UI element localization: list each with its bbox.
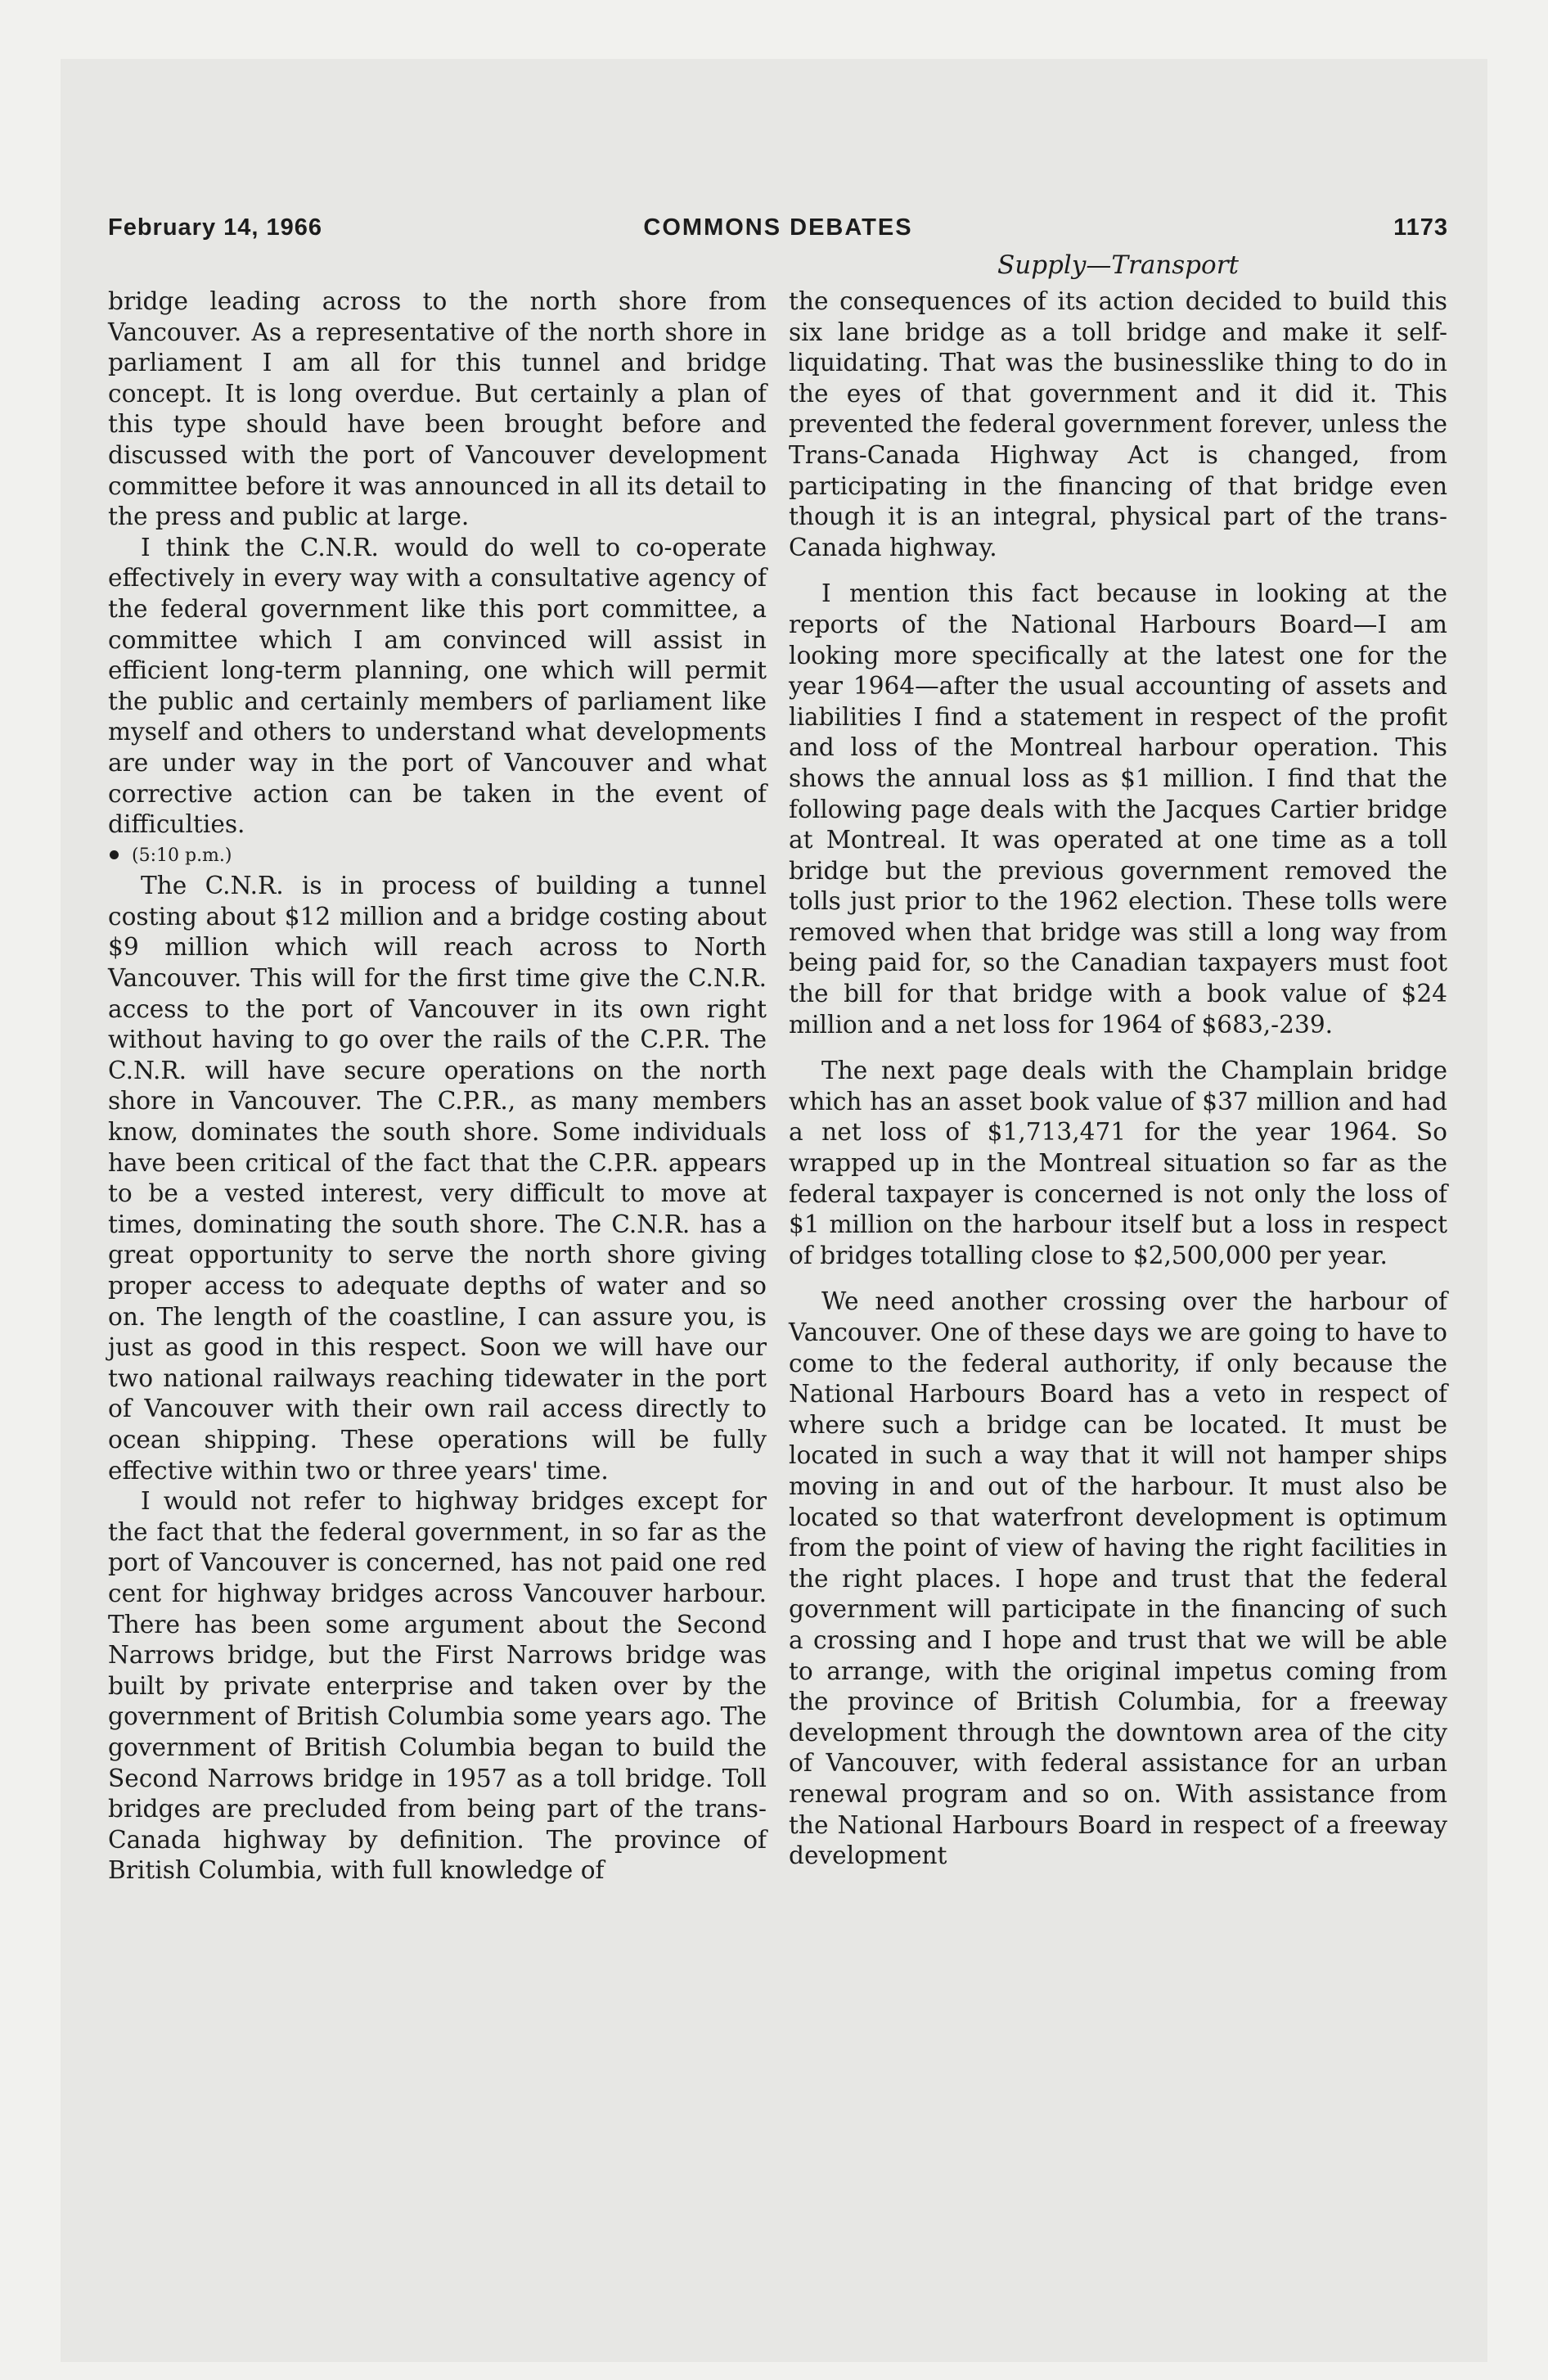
header-date: February 14, 1966: [108, 214, 323, 241]
page-header: [108, 214, 1448, 255]
left-column: [108, 286, 767, 1886]
paragraph: I mention this fact because in looking at the reports of the National Harbours Board—I am looking more specifically at the latest one for the year 1964—after the usual accounting of assets and liabilities I find a statement in respect of the profit and loss of the Montreal harbour operation. This shows the annual loss as $1 million. I find that the following page deals with the Jacques Cartier bridge at Montreal. It was operated at one time as a toll bridge but the previous government removed the tolls just prior to the 1962 election. These tolls were removed when that bridge was still a long way from being paid for, so the Canadian taxpayers must foot the bill for that bridge with a book value of $24 million and a net loss for 1964 of $683,-239.: [789, 579, 1447, 1039]
header-title: COMMONS DEBATES: [643, 214, 913, 241]
section-subject: Supply—Transport: [997, 250, 1239, 280]
time-marker-text: (5:10 p.m.): [132, 845, 232, 866]
paragraph: We need another crossing over the harbour of Vancouver. One of these days we are going to have to come to the federal authority, if only because the National Harbours Board has a veto in respect of where such a bridge can be located. It must be located in such a way that it will not hamper ships moving in and out of the harbour. It must also be located so that waterfront development is optimum from the point of view of having the right facilities in the right places. I hope and trust that the federal government will participate in the financing of such a crossing and I hope and trust that we will be able to arrange, with the original impetus coming from the province of British Columbia, for a freeway development through the downtown area of the city of Vancouver, with federal assistance for an urban renewal program and so on. With assistance from the National Harbours Board in respect of a freeway development: [789, 1287, 1447, 1870]
bullet-icon: [110, 850, 119, 859]
right-column: [789, 286, 1447, 1872]
paragraph: I think the C.N.R. would do well to co-operate effectively in every way with a consultative agency of the federal government like this port committee, a committee which I am convinced will assist in efficient long-term planning, one which will permit the public and certainly members of parliament like myself and others to understand what developments are under way in the port of Vancouver and what corrective action can be taken in the event of difficulties.: [108, 533, 767, 839]
paragraph: the consequences of its action decided to build this six lane bridge as a toll bridge and make it self-liquidating. That was the businesslike thing to do in the eyes of that government and it did it. This prevented the federal government forever, unless the Trans-Canada Highway Act is changed, from participating in the financing of that bridge even though it is an integral, physical part of the trans-Canada highway.: [789, 287, 1447, 561]
time-marker: [108, 841, 767, 872]
header-page-number: 1173: [1393, 214, 1448, 241]
paragraph: The C.N.R. is in process of building a tunnel costing about $12 million and a bridge costing about $9 million which will reach across to North Vancouver. This will for the first time give the C.N.R. access to the port of Vancouver in its own right without having to go over the rails of the C.P.R. The C.N.R. will have secure operations on the north shore in Vancouver. The C.P.R., as many members know, dominates the south shore. Some individuals have been critical of the fact that the C.P.R. appears to be a vested interest, very difficult to move at times, dominating the south shore. The C.N.R. has a great opportunity to serve the north shore giving proper access to adequate depths of water and so on. The length of the coastline, I can assure you, is just as good in this respect. Soon we will have our two national railways reaching tidewater in the port of Vancouver with their own rail access directly to ocean shipping. These operations will be fully effective within two or three years' time.: [108, 872, 767, 1485]
paragraph: bridge leading across to the north shore from Vancouver. As a representative of the north shore in parliament I am all for this tunnel and bridge concept. It is long overdue. But certainly a plan of this type should have been brought before and discussed with the port of Vancouver development committee before it was announced in all its detail to the press and public at large.: [108, 287, 767, 531]
paragraph: The next page deals with the Champlain bridge which has an asset book value of $37 million and had a net loss of $1,713,471 for the year 1964. So wrapped up in the Montreal situation so far as the federal taxpayer is concerned is not only the loss of $1 million on the harbour itself but a loss in respect of bridges totalling close to $2,500,000 per year.: [789, 1057, 1447, 1269]
paragraph: I would not refer to highway bridges except for the fact that the federal government, in so far as the port of Vancouver is concerned, has not paid one red cent for highway bridges across Vancouver harbour. There has been some argument about the Second Narrows bridge, but the First Narrows bridge was built by private enterprise and taken over by the government of British Columbia some years ago. The government of British Columbia began to build the Second Narrows bridge in 1957 as a toll bridge. Toll bridges are precluded from being part of the trans-Canada highway by definition. The province of British Columbia, with full knowledge of: [108, 1487, 767, 1885]
